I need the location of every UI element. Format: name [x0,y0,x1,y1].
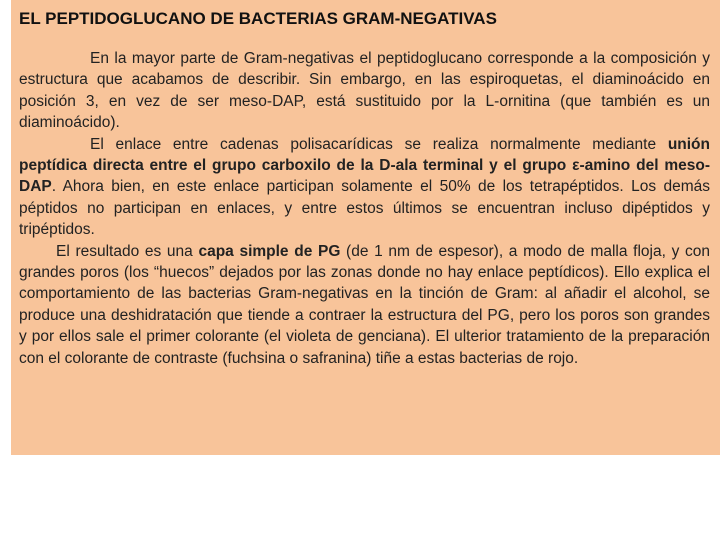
slide-text-box [11,0,720,455]
paragraph-1: En la mayor parte de Gram-negativas el peptidoglucano corresponde a la composición y estructura que acabamos de describir. Sin embargo, en las espiroquetas, el diaminoácido en posición 3, en vez de ser meso-DAP, está sustituido por la L-ornitina (que también es un diaminoácido). [19,50,710,132]
slide-title: EL PEPTIDOGLUCANO DE BACTERIAS GRAM-NEGATIVAS [19,9,497,28]
paragraph-3-text-end: (de 1 nm de espesor), a modo de malla floja, y con grandes poros (los “huecos” dejados por las zonas donde no hay enlace peptídicos). Ello explica el comportamiento de las bacterias Gram-negativas en la tinción de Gram: al añadir el alcohol, se produce una deshidratación que tiende a contraer la estructura del PG, pero los poros son grandes y por ellos sale el primer colorante (el violeta de genciana). El ulterior tratamiento de la preparación con el colorante de contraste (fuchsina o safranina) tiñe a estas bacterias de rojo. [19,242,710,367]
paragraph-2-text: El enlace entre cadenas polisacarídicas se realiza normalmente mediante [90,135,668,153]
paragraph-3 [19,241,710,369]
paragraph-3-text: El resultado es una [56,242,199,260]
paragraph-2 [19,134,710,241]
paragraph-2-text-end: . Ahora bien, en este enlace participan solamente el 50% de los tetrapéptidos. Los demás péptidos no participan en enlaces, y entre estos últimos se encuentran incluso dipéptidos y tripéptidos. [19,178,710,239]
paragraph-2-bold-text: unión peptídica directa entre el grupo carboxilo de la D-ala terminal y el grupo ε-amino del meso-DAP [19,135,710,196]
paragraph-3-bold-text: capa simple de PG [198,242,341,260]
